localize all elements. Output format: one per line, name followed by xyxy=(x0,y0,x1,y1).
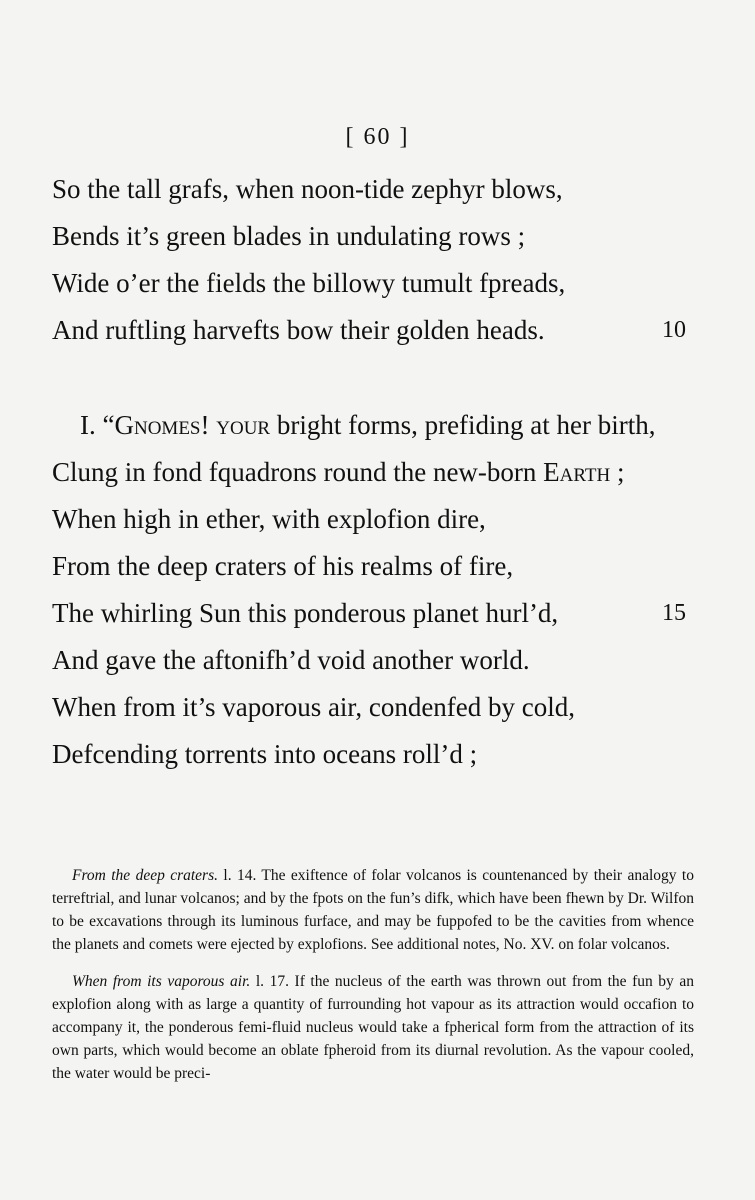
verse-line xyxy=(52,684,702,731)
earth-smallcaps: Earth xyxy=(543,457,611,487)
verse-text: I. “ xyxy=(80,410,115,440)
verse-text: Clung in fond fquadrons round the new-born xyxy=(52,457,544,487)
verse-line xyxy=(52,637,702,684)
verse-line xyxy=(52,402,702,449)
footnote-text: l. 17. If the nucleus of the earth was thrown out from the fun by an explofion along with as large a quantity of furrounding hot vapour as its attraction would occafion to accompany it, the ponderous femi-fluid nucleus would take a fpherical form from the attraction of its own parts, which would become an oblate fpheroid from its diurnal revolution. As the vapour cooled, the water would be preci- xyxy=(52,973,694,1082)
line-number: 10 xyxy=(662,317,686,343)
footnote-lead: When from its vaporous air. xyxy=(72,973,251,990)
footnote-lead: From the deep craters. xyxy=(72,867,218,884)
verse-line xyxy=(52,496,702,543)
verse-text: And ruftling harvefts bow their golden heads. xyxy=(52,315,545,345)
verse-text: ! xyxy=(200,410,217,440)
verse-text: bright forms, prefiding at her birth, xyxy=(270,410,656,440)
verse-line xyxy=(52,449,702,496)
verse-text: So the tall grafs, when noon-tide zephyr blows, xyxy=(52,174,563,204)
footnote xyxy=(52,970,694,1085)
line-number: 15 xyxy=(662,600,686,626)
verse-text: And gave the aftonifh’d void another world. xyxy=(52,645,530,675)
page-number: [ 60 ] xyxy=(345,124,410,150)
footnote-text: l. 14. The exiftence of folar volcanos is countenanced by their analogy to terreftrial, and lunar volcanos; and by the fpots on the fun’s difk, which have been fhewn by Dr. Wilfon to be excavations through its luminous furface, and may be fuppofed to be the cavities from whence the planets and comets were ejected by explofions. See additional notes, No. XV. on folar volcanos. xyxy=(52,867,694,953)
verse-line xyxy=(52,543,702,590)
verse-text: From the deep craters of his realms of fire, xyxy=(52,551,514,581)
verse-text: Defcending torrents into oceans roll’d ; xyxy=(52,739,478,769)
verse-text: When from it’s vaporous air, condenfed by cold, xyxy=(52,692,576,722)
gnomes-smallcaps: Gnomes xyxy=(114,410,201,440)
stanza-1 xyxy=(52,166,702,354)
verse-text: When high in ether, with explofion dire, xyxy=(52,504,486,534)
verse-line xyxy=(52,166,702,213)
verse-text: ; xyxy=(610,457,625,487)
verse-text: The whirling Sun this ponderous planet hurl’d, xyxy=(52,598,559,628)
verse-text: Bends it’s green blades in undulating rows ; xyxy=(52,221,526,251)
your-smallcaps: your xyxy=(216,410,271,440)
verse-line xyxy=(52,590,702,637)
footnotes xyxy=(52,864,694,1099)
stanza-2 xyxy=(52,402,702,778)
verse-text: Wide o’er the fields the billowy tumult fpreads, xyxy=(52,268,566,298)
verse-line xyxy=(52,260,702,307)
footnote xyxy=(52,864,694,956)
verse-line xyxy=(52,731,702,778)
verse-line xyxy=(52,307,702,354)
verse-line xyxy=(52,213,702,260)
